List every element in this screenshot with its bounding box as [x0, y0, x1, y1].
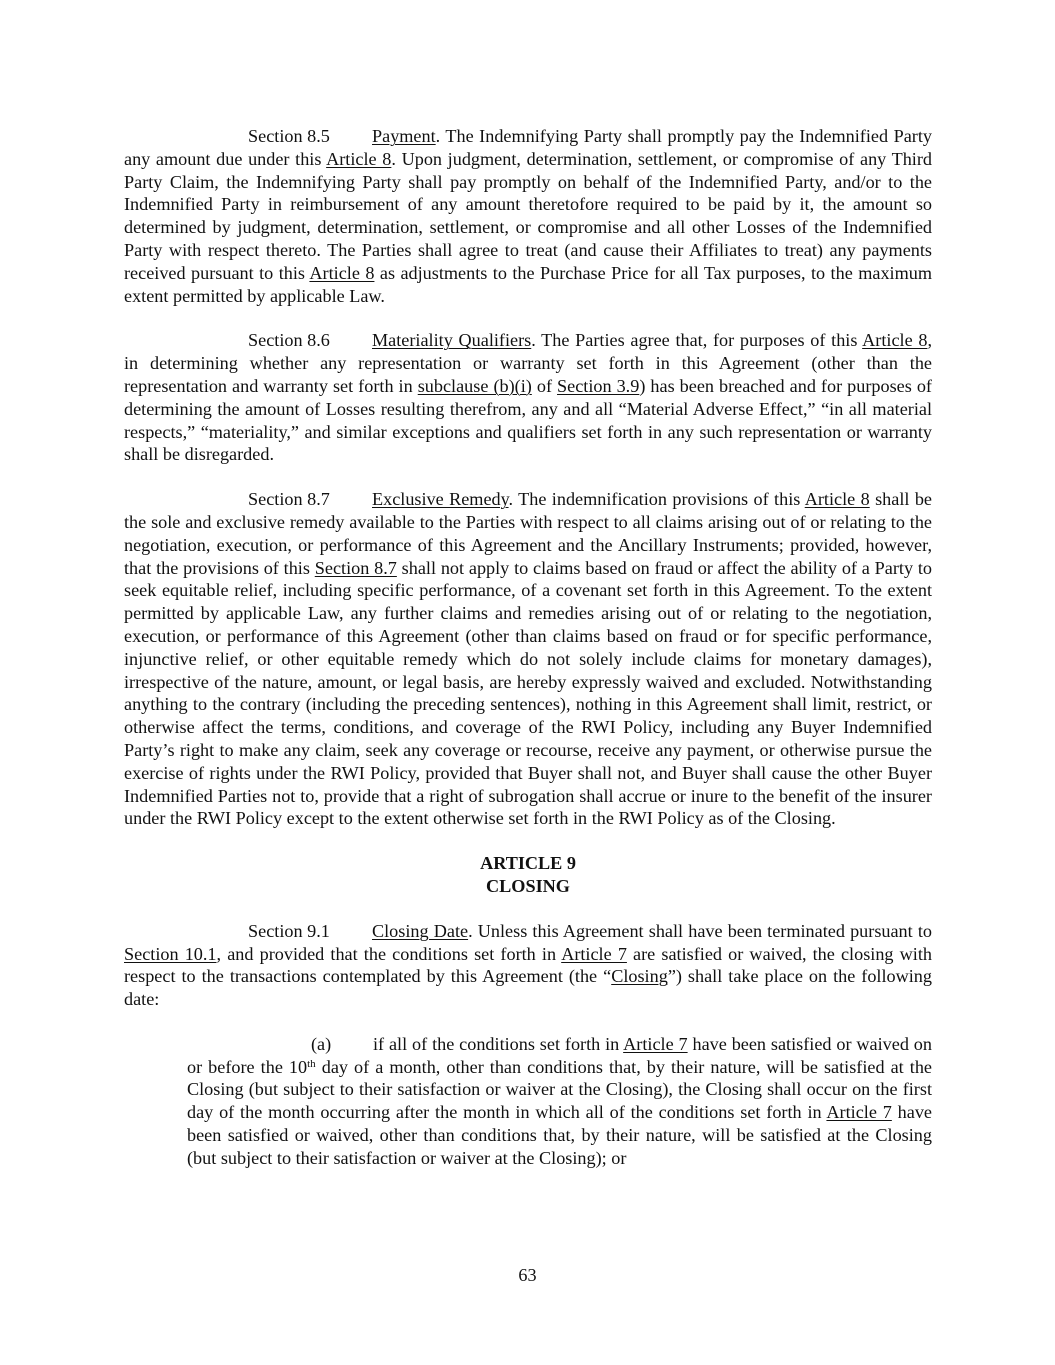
cross-reference-link[interactable]: Closing Date — [372, 920, 469, 941]
section-8-5-paragraph — [124, 125, 932, 307]
text-run: have been satisfied or waived, other than conditions that, by their nature, will be satisfied at the Closing (but subject to their satisfaction or waiver at the Closing); or — [187, 1102, 932, 1168]
cross-reference-link[interactable]: Section 3.9 — [557, 375, 640, 396]
section-number: Section 8.6 — [248, 330, 330, 351]
section-body — [124, 126, 932, 306]
text-run: . Unless this Agreement shall have been terminated pursuant to — [468, 920, 932, 941]
section-9-1-paragraph — [124, 920, 932, 1011]
section-8-7-paragraph — [124, 488, 932, 830]
cross-reference-link[interactable]: Article 7 — [826, 1102, 892, 1123]
text-run: ”) shall take place on the following date: — [124, 966, 932, 1010]
cross-reference-link[interactable]: Article 8 — [326, 148, 392, 169]
cross-reference-link[interactable]: Section 8.7 — [314, 557, 397, 578]
text-run: . The Indemnifying Party shall promptly pay the Indemnified Party any amount due under this — [124, 126, 932, 169]
document-page — [124, 125, 932, 1188]
section-number: Section 8.7 — [248, 489, 330, 510]
cross-reference-link[interactable]: Article 7 — [623, 1033, 688, 1054]
text-run: have been satisfied or waived on or before the 10 — [187, 1033, 932, 1077]
text-run: , in determining whether any representation or warranty set forth in this Agreement (other than the representation and warranty set forth in — [124, 330, 932, 396]
text-run: . Upon judgment, determination, settlement, or compromise of any Third Party Claim, the Indemnifying Party shall pay promptly on behalf of the Indemnified Party, and/or to the Indemnified Party in reimbursement of any amount theretofore required to be paid by it, the amount so determined by judgment, determination, settlement, or compromise and all other Losses of the Indemnified Party with respect thereto. The Parties shall agree to treat (and cause their Affiliates to treat) any payments received pursuant to this — [124, 148, 932, 283]
text-run: are satisfied or waived, the closing with respect to the transactions contemplated by this Agreement (the “ — [124, 943, 932, 987]
section-body — [124, 330, 932, 464]
cross-reference-link[interactable]: Article 8 — [309, 262, 375, 283]
section-body — [124, 489, 932, 828]
article-number: ARTICLE 9 — [480, 853, 576, 874]
text-run: ) has been breached and for purposes of determining the amount of Losses resulting therefrom, any and all “Material Adverse Effect,” “in all material respects,” “materiality,” and similar exceptions and qualifiers set forth in any such representation or warranty shall be disregarded. — [124, 375, 932, 465]
subclause-a-paragraph — [187, 1033, 932, 1170]
article-heading — [124, 852, 932, 898]
cross-reference-link[interactable]: Article 7 — [561, 943, 627, 964]
text-run: day of a month, other than conditions that, by their nature, will be satisfied at the Closing (but subject to their satisfaction or waiver at the Closing), the Closing shall occur on the first day of the month occurring after the month in which all of the conditions set forth in — [187, 1056, 932, 1123]
text-run: . The Parties agree that, for purposes of this — [531, 330, 863, 351]
cross-reference-link[interactable]: Article 8 — [804, 489, 870, 510]
subclause-label: (a) — [311, 1033, 332, 1054]
text-run: , and provided that the conditions set forth in — [216, 943, 562, 964]
section-number: Section 8.5 — [248, 126, 330, 146]
text-run: as adjustments to the Purchase Price for all Tax purposes, to the maximum extent permitted by applicable Law. — [124, 262, 932, 306]
text-run: shall be the sole and exclusive remedy available to the Parties with respect to all claims arising out of or relating to the negotiation, execution, or performance of this Agreement and the Ancillary Instruments; provided, however, that the provisions of this — [124, 489, 932, 578]
section-8-6-paragraph — [124, 329, 932, 466]
cross-reference-link[interactable]: Article 8 — [862, 330, 928, 351]
cross-reference-link[interactable]: Exclusive Remedy — [372, 489, 509, 510]
cross-reference-link[interactable]: Payment — [372, 126, 436, 146]
section-number: Section 9.1 — [248, 920, 330, 941]
section-body — [124, 921, 932, 1009]
article-title: CLOSING — [486, 875, 570, 896]
cross-reference-link[interactable]: Closing — [611, 966, 668, 987]
superscript: th — [307, 1057, 316, 1070]
page-number: 63 — [518, 1265, 537, 1285]
text-run: if all of the conditions set forth in — [373, 1033, 624, 1054]
text-run: shall not apply to claims based on fraud or affect the ability of a Party to seek equitable relief, including specific performance, of a covenant set forth in this Agreement. To the extent permitted by applicable Law, any further claims and remedies arising out of or relating to the negotiation, execution, or performance of this Agreement (other than claims based on fraud or for specific performance, injunctive relief, or other equitable remedy which do not solely include claims for monetary damages), irrespective of the nature, amount, or legal basis, are hereby expressly waived and excluded. Notwithstanding anything to the contrary (including the preceding sentences), nothing in this Agreement shall limit, restrict, or otherwise affect the terms, conditions, and coverage of the RWI Policy, including any Buyer Indemnified Party’s right to make any claim, seek any coverage or recourse, receive any payment, or otherwise pursue the exercise of rights under the RWI Policy, provided that Buyer shall not, and Buyer shall cause the other Buyer Indemnified Parties not to, provide that a right of subrogation shall accrue or inure to the benefit of the insurer under the RWI Policy except to the extent otherwise set forth in the RWI Policy as of the Closing. — [124, 557, 933, 829]
text-run: . The indemnification provisions of this — [508, 489, 805, 510]
subclause-body — [187, 1034, 932, 1168]
cross-reference-link[interactable]: Materiality Qualifiers — [372, 330, 532, 351]
cross-reference-link[interactable]: Section 10.1 — [124, 943, 217, 964]
text-run: of — [531, 375, 558, 396]
cross-reference-link[interactable]: subclause (b)(i) — [417, 375, 532, 396]
